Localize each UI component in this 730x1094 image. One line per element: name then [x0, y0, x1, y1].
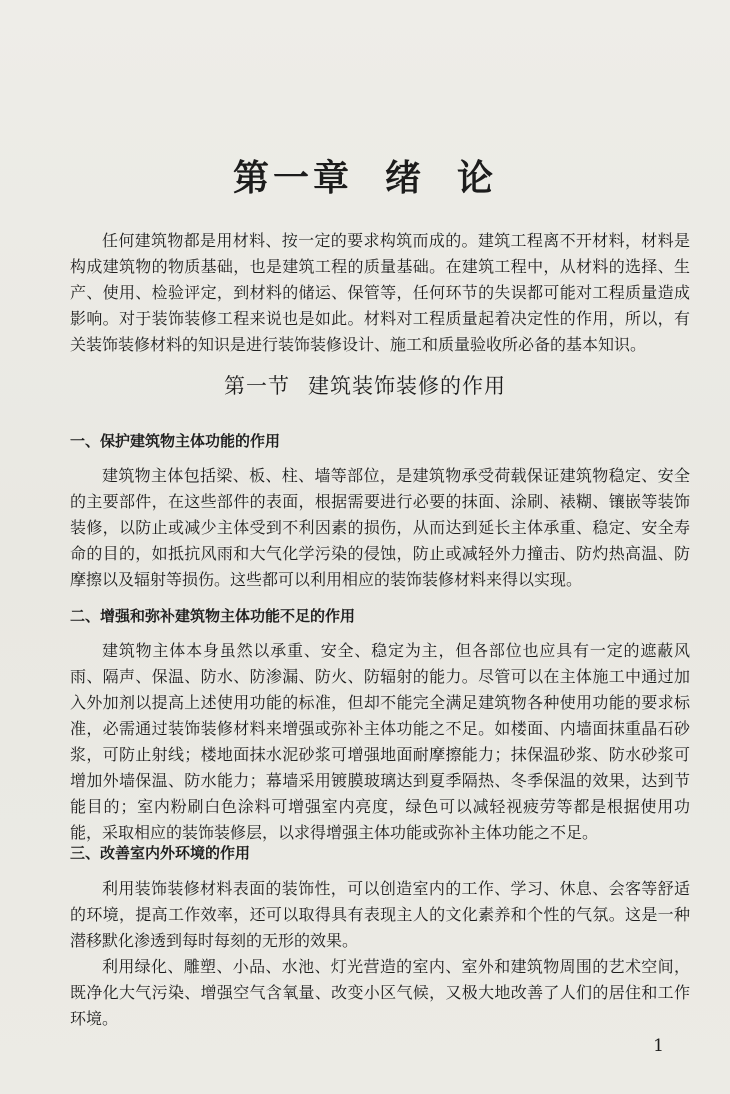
chapter-title-char-2: 论	[457, 157, 498, 199]
subsection-1-paragraph-1: 建筑物主体包括梁、板、柱、墙等部位，是建筑物承受荷载保证建筑物稳定、安全的主要部件，在这些部件的表面，根据需要进行必要的抹面、涂刷、裱糊、镶嵌等装饰装修，以防止或减少主体受到不利因素的损伤，从而达到延长主体承重、稳定、安全寿命的目的，如抵抗风雨和大气化学污染的侵蚀，防止或减轻外力撞击、防灼热高温、防摩擦以及辐射等损伤。这些都可以利用相应的装饰装修材料来得以实现。	[70, 466, 690, 589]
intro-paragraph: 任何建筑物都是用材料、按一定的要求构筑而成的。建筑工程离不开材料，材料是构成建筑物的物质基础，也是建筑工程的质量基础。在建筑工程中，从材料的选择、生产、使用、检验评定，到材料的储运、保管等，任何环节的失误都可能对工程质量造成影响。对于装饰装修工程来说也是如此。材料对工程质量起着决定性的作用，所以，有关装饰装修材料的知识是进行装饰装修设计、施工和质量验收所必备的基本知识。	[70, 231, 690, 354]
section-number: 第一节	[224, 374, 290, 398]
subsection-heading-3: 三、改善室内外环境的作用	[70, 844, 251, 862]
chapter-number: 第一章	[232, 157, 353, 199]
subsection-3-paragraph-2: 利用绿化、雕塑、小品、水池、灯光营造的室内、室外和建筑物周围的艺术空间，既净化大气污染、增强空气含氧量、改变小区气候，又极大地改善了人们的居住和工作环境。	[70, 957, 690, 1028]
subsection-body-1	[70, 463, 690, 593]
chapter-title-char-1: 绪	[384, 157, 425, 199]
subsection-heading-1: 一、保护建筑物主体功能的作用	[70, 432, 281, 450]
chapter-intro	[70, 228, 690, 358]
page-number: 1	[653, 1036, 664, 1056]
subsection-heading-2: 二、增强和弥补建筑物主体功能不足的作用	[70, 607, 356, 625]
subsection-body-2	[70, 638, 690, 846]
subsection-3-paragraph-1: 利用装饰装修材料表面的装饰性，可以创造室内的工作、学习、休息、会客等舒适的环境，提高工作效率，还可以取得具有表现主人的文化素养和个性的气氛。这是一种潜移默化渗透到每时每刻的无形的效果。	[70, 879, 690, 950]
section-heading: 建筑装饰装修的作用	[308, 374, 506, 398]
subsection-body-3	[70, 876, 690, 1032]
chapter-title	[0, 150, 730, 201]
section-title	[0, 370, 730, 400]
subsection-2-paragraph-1: 建筑物主体本身虽然以承重、安全、稳定为主，但各部位也应具有一定的遮蔽风雨、隔声、保温、防水、防渗漏、防火、防辐射的能力。尽管可以在主体施工中通过加入外加剂以提高上述使用功能的标准，但却不能完全满足建筑物各种使用功能的要求标准，必需通过装饰装修材料来增强或弥补主体功能之不足。如楼面、内墙面抹重晶石砂浆，可防止射线；楼地面抹水泥砂浆可增强地面耐摩擦能力；抹保温砂浆、防水砂浆可增加外墙保温、防水能力；幕墙采用镀膜玻璃达到夏季隔热、冬季保温的效果，达到节能目的；室内粉刷白色涂料可增强室内亮度，绿色可以减轻视疲劳等都是根据使用功能，采取相应的装饰装修层，以求得增强主体功能或弥补主体功能之不足。	[70, 641, 690, 842]
